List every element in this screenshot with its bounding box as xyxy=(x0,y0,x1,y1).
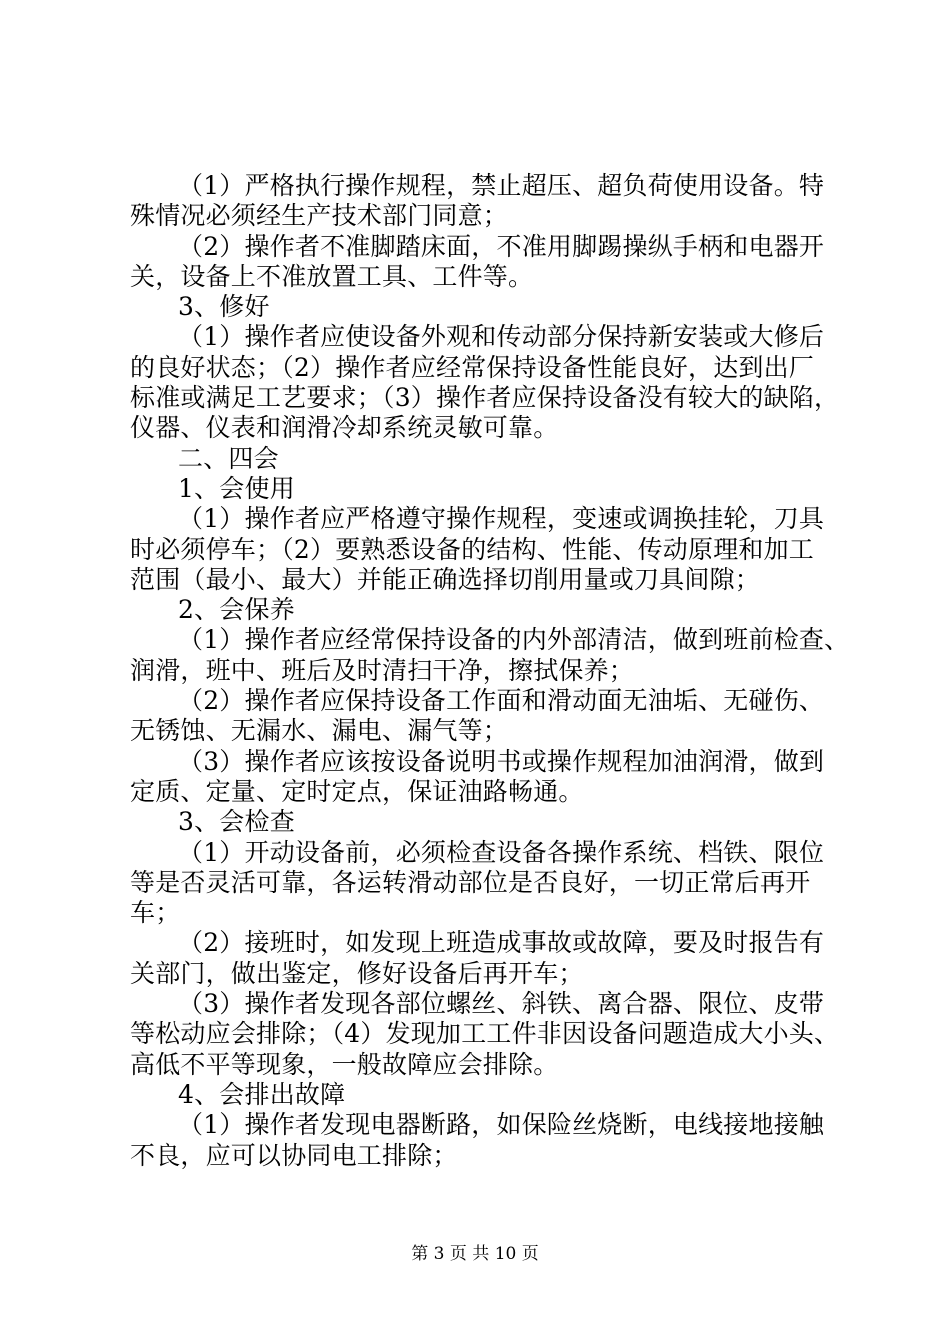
paragraph-line: 等松动应会排除；（4）发现加工工件非因设备问题造成大小头、 xyxy=(130,1019,840,1049)
paragraph-line: 无锈蚀、无漏水、漏电、漏气等； xyxy=(130,716,509,746)
paragraph-line: 的良好状态；（2）操作者应经常保持设备性能良好，达到出厂 xyxy=(130,352,815,382)
paragraph-line: 不良，应可以协同电工排除； xyxy=(130,1140,458,1170)
paragraph-line: 高低不平等现象，一般故障应会排除。 xyxy=(130,1049,559,1079)
paragraph-line: 殊情况必须经生产技术部门同意； xyxy=(130,201,509,231)
paragraph-line: （2）接班时，如发现上班造成事故或故障，要及时报告有 xyxy=(178,928,825,958)
paragraph-line: 3、会检查 xyxy=(178,807,295,837)
paragraph-line: 定质、定量、定时定点，保证油路畅通。 xyxy=(130,776,584,806)
paragraph-line: （1）操作者发现电器断路，如保险丝烧断，电线接地接触 xyxy=(178,1110,825,1140)
paragraph-line: 车； xyxy=(130,898,181,928)
paragraph-line: （3）操作者发现各部位螺丝、斜铁、离合器、限位、皮带 xyxy=(178,989,825,1019)
paragraph-line: （1）操作者应严格遵守操作规程，变速或调换挂轮，刀具 xyxy=(178,504,825,534)
page-number-label: 第 3 页 共 10 页 xyxy=(411,1244,539,1264)
paragraph-line: （1）严格执行操作规程，禁止超压、超负荷使用设备。特 xyxy=(178,171,825,200)
document-body xyxy=(130,171,850,1171)
paragraph-line: （1）操作者应使设备外观和传动部分保持新安装或大修后 xyxy=(178,322,825,352)
paragraph-line: （2）操作者不准脚踏床面，不准用脚踢操纵手柄和电器开 xyxy=(178,231,825,261)
paragraph-line: 关部门，做出鉴定，修好设备后再开车； xyxy=(130,958,584,988)
paragraph-line: 范围（最小、最大）并能正确选择切削用量或刀具间隙； xyxy=(130,564,761,594)
paragraph-line: 二、四会 xyxy=(178,443,279,473)
paragraph-line: （1）操作者应经常保持设备的内外部清洁，做到班前检查、 xyxy=(178,625,850,655)
paragraph-line: 时必须停车；（2）要熟悉设备的结构、性能、传动原理和加工 xyxy=(130,534,815,564)
paragraph-line: （3）操作者应该按设备说明书或操作规程加油润滑，做到 xyxy=(178,746,825,776)
paragraph-line: 4、会排出故障 xyxy=(178,1079,346,1109)
paragraph-line: 标准或满足工艺要求；（3）操作者应保持设备没有较大的缺陷， xyxy=(130,383,840,413)
paragraph-line: 润滑，班中、班后及时清扫干净，擦拭保养； xyxy=(130,655,635,685)
paragraph-line: 2、会保养 xyxy=(178,595,295,625)
paragraph-line: （1）开动设备前，必须检查设备各操作系统、档铁、限位 xyxy=(178,837,825,867)
paragraph-line: 关，设备上不准放置工具、工件等。 xyxy=(130,261,534,291)
paragraph-line: 1、会使用 xyxy=(178,473,295,503)
page-footer xyxy=(0,1243,950,1265)
paragraph-line: 等是否灵活可靠，各运转滑动部位是否良好，一切正常后再开 xyxy=(130,867,811,897)
paragraph-line: 3、修好 xyxy=(178,292,270,322)
paragraph-line: 仪器、仪表和润滑冷却系统灵敏可靠。 xyxy=(130,413,559,443)
paragraph-line: （2）操作者应保持设备工作面和滑动面无油垢、无碰伤、 xyxy=(178,686,825,716)
